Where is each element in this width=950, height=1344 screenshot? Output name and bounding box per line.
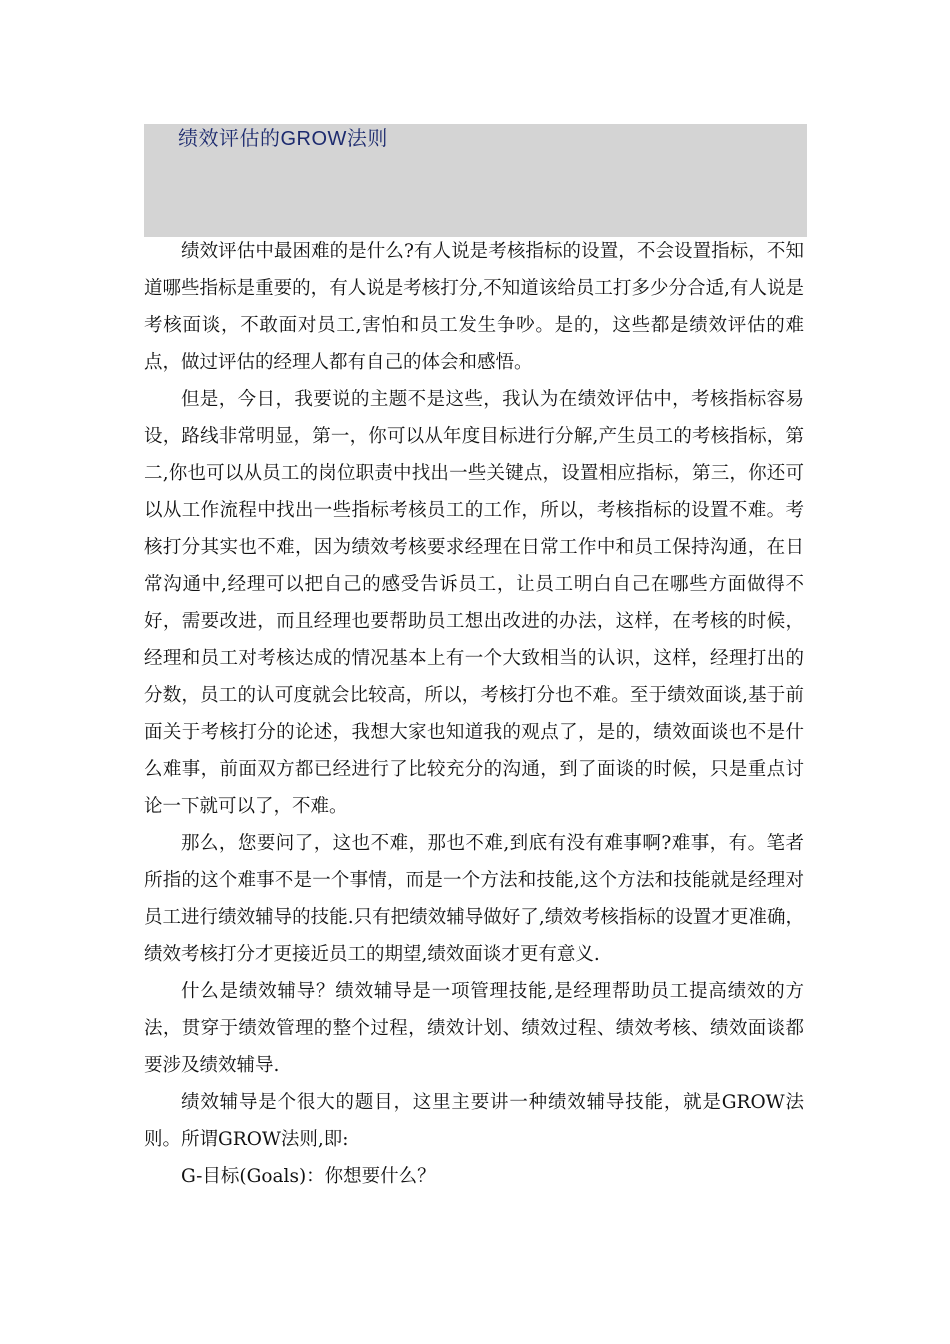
document-body <box>144 233 804 1195</box>
paragraph: 但是，今日，我要说的主题不是这些，我认为在绩效评估中，考核指标容易设，路线非常明显，第一，你可以从年度目标进行分解,产生员工的考核指标，第二,你也可以从员工的岗位职责中找出一些关键点，设置相应指标，第三，你还可以从工作流程中找出一些指标考核员工的工作，所以，考核指标的设置不难。考核打分其实也不难，因为绩效考核要求经理在日常工作中和员工保持沟通，在日常沟通中,经理可以把自己的感受告诉员工，让员工明白自己在哪些方面做得不好，需要改进，而且经理也要帮助员工想出改进的办法，这样，在考核的时候，经理和员工对考核达成的情况基本上有一个大致相当的认识，这样，经理打出的分数，员工的认可度就会比较高，所以，考核打分也不难。至于绩效面谈,基于前面关于考核打分的论述，我想大家也知道我的观点了，是的，绩效面谈也不是什么难事，前面双方都已经进行了比较充分的沟通，到了面谈的时候，只是重点讨论一下就可以了，不难。 <box>144 389 804 817</box>
paragraph-goals: G-目标(Goals)：你想要什么？ <box>181 1166 436 1187</box>
paragraph: 绩效辅导是个很大的题目，这里主要讲一种绩效辅导技能，就是GROW法则。所谓GROW法则,即: <box>144 1092 804 1150</box>
paragraph: 什么是绩效辅导？绩效辅导是一项管理技能,是经理帮助员工提高绩效的方法，贯穿于绩效管理的整个过程，绩效计划、绩效过程、绩效考核、绩效面谈都要涉及绩效辅导. <box>144 981 804 1076</box>
title-banner <box>144 124 807 237</box>
paragraph: 那么，您要问了，这也不难，那也不难,到底有没有难事啊?难事，有。笔者所指的这个难事不是一个事情，而是一个方法和技能,这个方法和技能就是经理对员工进行绩效辅导的技能.只有把绩效辅导做好了,绩效考核指标的设置才更准确，绩效考核打分才更接近员工的期望,绩效面谈才更有意义. <box>144 833 804 965</box>
paragraph: 绩效评估中最困难的是什么?有人说是考核指标的设置，不会设置指标，不知道哪些指标是重要的，有人说是考核打分,不知道该给员工打多少分合适,有人说是考核面谈，不敢面对员工,害怕和员工发生争吵。是的，这些都是绩效评估的难点，做过评估的经理人都有自己的体会和感悟。 <box>144 241 804 373</box>
document-title: 绩效评估的GROW法则 <box>178 128 388 150</box>
